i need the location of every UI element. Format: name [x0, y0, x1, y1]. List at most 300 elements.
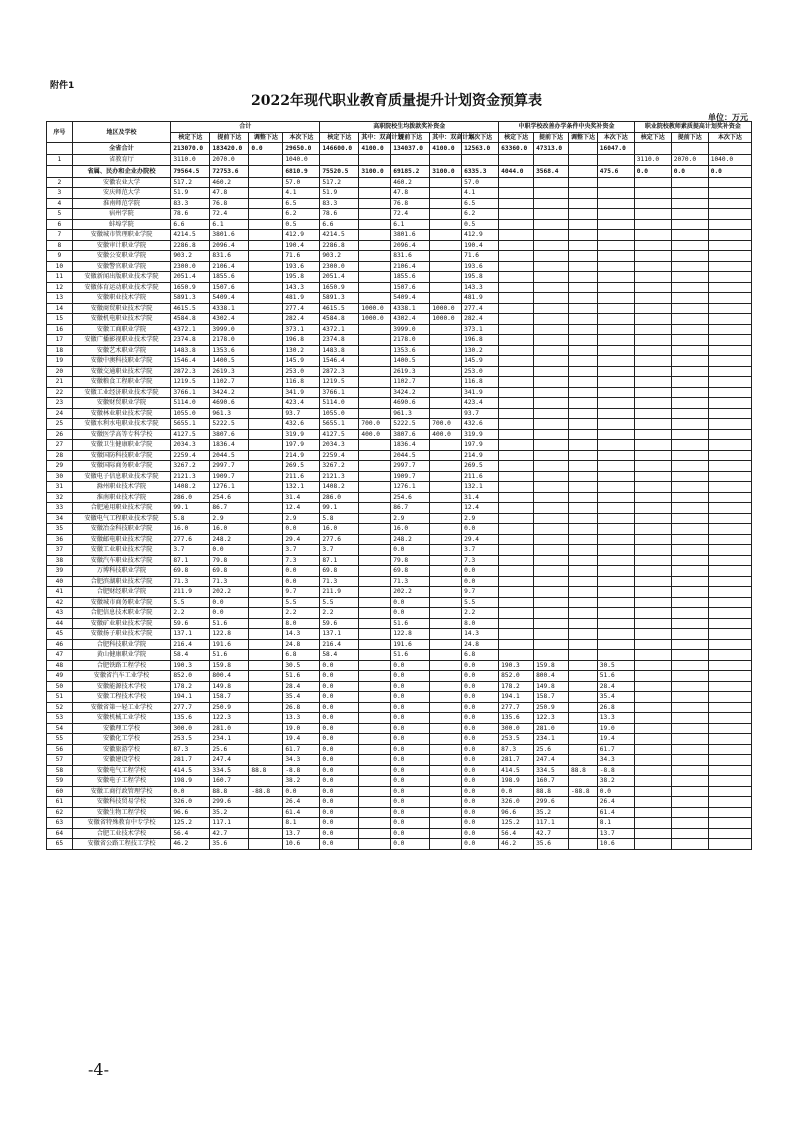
- value-cell: [430, 282, 462, 293]
- value-cell: [671, 419, 708, 430]
- value-cell: 31.4: [283, 492, 320, 503]
- value-cell: 0.0: [671, 165, 708, 177]
- value-cell: [634, 587, 671, 598]
- table-row: [47, 681, 752, 692]
- value-cell: [634, 545, 671, 556]
- value-cell: [569, 524, 598, 535]
- value-cell: [569, 272, 598, 283]
- value-cell: [671, 597, 708, 608]
- row-school-name: 万博科技职业学院: [72, 566, 171, 577]
- value-cell: [597, 324, 634, 335]
- value-cell: [671, 143, 708, 155]
- row-index: 31: [47, 482, 73, 493]
- value-cell: 852.0: [171, 671, 210, 682]
- value-cell: [359, 545, 391, 556]
- value-cell: 193.6: [283, 261, 320, 272]
- value-cell: 197.9: [283, 440, 320, 451]
- value-cell: 190.3: [499, 660, 534, 671]
- value-cell: [671, 797, 708, 808]
- value-cell: [634, 143, 671, 155]
- value-cell: 326.0: [499, 797, 534, 808]
- value-cell: 2044.5: [391, 450, 430, 461]
- table-row: [47, 261, 752, 272]
- value-cell: 0.0: [462, 713, 499, 724]
- value-cell: 341.9: [462, 387, 499, 398]
- value-cell: [534, 576, 569, 587]
- value-cell: 0.0: [462, 765, 499, 776]
- value-cell: 122.8: [391, 629, 430, 640]
- value-cell: 0.0: [391, 797, 430, 808]
- table-row: [47, 408, 752, 419]
- value-cell: 61.7: [597, 744, 634, 755]
- value-cell: 2259.4: [320, 450, 359, 461]
- table-row: [47, 618, 752, 629]
- value-cell: [634, 650, 671, 661]
- value-cell: 5.8: [320, 513, 359, 524]
- value-cell: [499, 345, 534, 356]
- value-cell: 2178.0: [391, 335, 430, 346]
- value-cell: [359, 839, 391, 850]
- value-cell: [671, 503, 708, 514]
- value-cell: [634, 702, 671, 713]
- value-cell: [569, 198, 598, 209]
- value-cell: [708, 671, 751, 682]
- value-cell: 143.3: [283, 282, 320, 293]
- row-school-name: 安徽审计职业学院: [72, 240, 171, 251]
- table-row: [47, 155, 752, 166]
- value-cell: [708, 765, 751, 776]
- value-cell: 299.6: [210, 797, 249, 808]
- value-cell: [359, 723, 391, 734]
- value-cell: [359, 177, 391, 188]
- value-cell: 0.0: [391, 681, 430, 692]
- value-cell: 59.6: [320, 618, 359, 629]
- table-row: [47, 230, 752, 241]
- value-cell: 117.1: [534, 818, 569, 829]
- value-cell: [569, 566, 598, 577]
- value-cell: 2106.4: [210, 261, 249, 272]
- value-cell: 234.1: [534, 734, 569, 745]
- value-cell: [499, 576, 534, 587]
- value-cell: 59.6: [171, 618, 210, 629]
- value-cell: [634, 408, 671, 419]
- table-row: [47, 282, 752, 293]
- value-cell: 319.9: [283, 429, 320, 440]
- value-cell: 0.0: [499, 786, 534, 797]
- value-cell: 0.0: [462, 660, 499, 671]
- value-cell: 2051.4: [320, 272, 359, 283]
- table-row: [47, 219, 752, 230]
- value-cell: [708, 303, 751, 314]
- value-cell: [569, 618, 598, 629]
- row-school-name: 安庆师范大学: [72, 188, 171, 199]
- row-school-name: 安徽省第一轻工业学校: [72, 702, 171, 713]
- value-cell: 4338.1: [210, 303, 249, 314]
- value-cell: [597, 356, 634, 367]
- value-cell: [597, 366, 634, 377]
- value-cell: [249, 744, 283, 755]
- value-cell: 2997.7: [210, 461, 249, 472]
- value-cell: [534, 429, 569, 440]
- row-school-name: 滁州职业技术学院: [72, 482, 171, 493]
- row-school-name: 省属、民办和企业办院校: [72, 165, 171, 177]
- value-cell: 0.0: [391, 608, 430, 619]
- value-cell: 1353.6: [210, 345, 249, 356]
- value-cell: [597, 534, 634, 545]
- value-cell: 0.0: [462, 702, 499, 713]
- value-cell: [359, 219, 391, 230]
- value-cell: 14.3: [462, 629, 499, 640]
- value-cell: [430, 744, 462, 755]
- value-cell: 4214.5: [320, 230, 359, 241]
- value-cell: [569, 660, 598, 671]
- row-school-name: 淮南师范学院: [72, 198, 171, 209]
- value-cell: [249, 219, 283, 230]
- table-row: [47, 165, 752, 177]
- value-cell: [359, 398, 391, 409]
- value-cell: 19.0: [597, 723, 634, 734]
- value-cell: 132.1: [283, 482, 320, 493]
- column-header: 核定下达: [634, 132, 671, 143]
- value-cell: [671, 482, 708, 493]
- value-cell: 30.5: [597, 660, 634, 671]
- value-cell: [430, 587, 462, 598]
- value-cell: [671, 576, 708, 587]
- value-cell: 26.8: [283, 702, 320, 713]
- value-cell: 0.0: [462, 734, 499, 745]
- value-cell: [708, 786, 751, 797]
- row-index: 35: [47, 524, 73, 535]
- value-cell: [359, 744, 391, 755]
- value-cell: [430, 387, 462, 398]
- value-cell: 35.2: [534, 807, 569, 818]
- table-row: [47, 534, 752, 545]
- value-cell: [708, 356, 751, 367]
- value-cell: [359, 566, 391, 577]
- value-cell: 3801.6: [391, 230, 430, 241]
- value-cell: 2.2: [171, 608, 210, 619]
- table-row: [47, 597, 752, 608]
- row-school-name: 全省合计: [72, 143, 171, 155]
- row-school-name: 安徽能源技术学校: [72, 681, 171, 692]
- value-cell: [249, 240, 283, 251]
- value-cell: 35.4: [283, 692, 320, 703]
- value-cell: [249, 450, 283, 461]
- value-cell: 5.5: [283, 597, 320, 608]
- value-cell: 149.8: [534, 681, 569, 692]
- value-cell: [634, 786, 671, 797]
- table-row: [47, 335, 752, 346]
- value-cell: 6.6: [320, 219, 359, 230]
- value-cell: 87.1: [171, 555, 210, 566]
- value-cell: 6.6: [171, 219, 210, 230]
- value-cell: 5.5: [171, 597, 210, 608]
- value-cell: 6.1: [210, 219, 249, 230]
- row-index: 65: [47, 839, 73, 850]
- value-cell: [359, 230, 391, 241]
- value-cell: 125.2: [499, 818, 534, 829]
- value-cell: 24.8: [462, 639, 499, 650]
- value-cell: 130.2: [462, 345, 499, 356]
- value-cell: 5114.0: [320, 398, 359, 409]
- value-cell: 0.0: [462, 797, 499, 808]
- column-header: 本次下达: [708, 132, 751, 143]
- row-index: 20: [47, 366, 73, 377]
- value-cell: [430, 482, 462, 493]
- value-cell: [249, 692, 283, 703]
- table-row: [47, 702, 752, 713]
- value-cell: 56.4: [171, 828, 210, 839]
- value-cell: 4584.8: [320, 314, 359, 325]
- header-group-total: 合计: [171, 122, 320, 133]
- value-cell: [569, 303, 598, 314]
- row-index: 41: [47, 587, 73, 598]
- value-cell: [249, 828, 283, 839]
- value-cell: 69.8: [391, 566, 430, 577]
- value-cell: [249, 335, 283, 346]
- value-cell: [597, 387, 634, 398]
- value-cell: 373.1: [283, 324, 320, 335]
- row-index: 45: [47, 629, 73, 640]
- value-cell: 9.7: [283, 587, 320, 598]
- value-cell: [430, 398, 462, 409]
- value-cell: [597, 377, 634, 388]
- value-cell: [249, 566, 283, 577]
- value-cell: [499, 450, 534, 461]
- value-cell: 0.0: [283, 576, 320, 587]
- row-school-name: 安徽科技贸易学校: [72, 797, 171, 808]
- row-school-name: 安徽广播影视职业技术学院: [72, 335, 171, 346]
- value-cell: [569, 629, 598, 640]
- value-cell: [671, 272, 708, 283]
- value-cell: [534, 282, 569, 293]
- row-index: 37: [47, 545, 73, 556]
- value-cell: [708, 345, 751, 356]
- value-cell: [634, 797, 671, 808]
- value-cell: 0.0: [462, 744, 499, 755]
- value-cell: [708, 440, 751, 451]
- value-cell: [634, 513, 671, 524]
- value-cell: [634, 398, 671, 409]
- value-cell: 79564.5: [171, 165, 210, 177]
- value-cell: [708, 555, 751, 566]
- value-cell: [569, 345, 598, 356]
- value-cell: [708, 702, 751, 713]
- row-index: [47, 143, 73, 155]
- value-cell: [634, 723, 671, 734]
- row-school-name: 安徽林业职业技术学院: [72, 408, 171, 419]
- value-cell: 79.8: [391, 555, 430, 566]
- value-cell: [597, 261, 634, 272]
- value-cell: 28.4: [597, 681, 634, 692]
- value-cell: 5.5: [462, 597, 499, 608]
- row-index: 30: [47, 471, 73, 482]
- value-cell: 195.8: [462, 272, 499, 283]
- value-cell: [569, 744, 598, 755]
- value-cell: 211.6: [462, 471, 499, 482]
- value-cell: -88.8: [569, 786, 598, 797]
- value-cell: 0.0: [391, 692, 430, 703]
- value-cell: [569, 755, 598, 766]
- value-cell: [569, 209, 598, 220]
- value-cell: [671, 734, 708, 745]
- value-cell: 51.6: [210, 618, 249, 629]
- row-index: 29: [47, 461, 73, 472]
- value-cell: [499, 408, 534, 419]
- value-cell: 88.8: [569, 765, 598, 776]
- value-cell: 31.4: [462, 492, 499, 503]
- value-cell: 216.4: [171, 639, 210, 650]
- value-cell: 0.0: [462, 576, 499, 587]
- value-cell: [708, 713, 751, 724]
- value-cell: [634, 608, 671, 619]
- value-cell: 3100.0: [359, 165, 391, 177]
- value-cell: 87.1: [320, 555, 359, 566]
- table-row: [47, 818, 752, 829]
- value-cell: [569, 155, 598, 166]
- value-cell: [249, 251, 283, 262]
- value-cell: [359, 587, 391, 598]
- row-school-name: 黄山健康职业学院: [72, 650, 171, 661]
- value-cell: [430, 828, 462, 839]
- row-index: 11: [47, 272, 73, 283]
- row-school-name: 安徽机电职业技术学院: [72, 314, 171, 325]
- value-cell: [534, 324, 569, 335]
- value-cell: [671, 723, 708, 734]
- value-cell: [671, 230, 708, 241]
- value-cell: [499, 387, 534, 398]
- table-row: [47, 828, 752, 839]
- value-cell: [534, 629, 569, 640]
- value-cell: [430, 408, 462, 419]
- value-cell: 2044.5: [210, 450, 249, 461]
- row-index: 7: [47, 230, 73, 241]
- value-cell: [499, 534, 534, 545]
- value-cell: 35.2: [210, 807, 249, 818]
- value-cell: [634, 261, 671, 272]
- value-cell: [249, 524, 283, 535]
- value-cell: 4615.5: [171, 303, 210, 314]
- value-cell: 0.0: [391, 723, 430, 734]
- row-index: 57: [47, 755, 73, 766]
- row-school-name: 安徽公安职业学院: [72, 251, 171, 262]
- value-cell: [569, 576, 598, 587]
- row-index: 16: [47, 324, 73, 335]
- value-cell: 412.9: [283, 230, 320, 241]
- value-cell: [708, 492, 751, 503]
- value-cell: [359, 765, 391, 776]
- value-cell: 1650.9: [171, 282, 210, 293]
- value-cell: 3999.0: [210, 324, 249, 335]
- value-cell: 51.6: [391, 650, 430, 661]
- value-cell: 72.4: [391, 209, 430, 220]
- value-cell: [569, 734, 598, 745]
- value-cell: 1483.8: [320, 345, 359, 356]
- row-index: 27: [47, 440, 73, 451]
- value-cell: 137.1: [171, 629, 210, 640]
- value-cell: [430, 230, 462, 241]
- row-school-name: 安徽农业大学: [72, 177, 171, 188]
- value-cell: [499, 240, 534, 251]
- value-cell: [569, 513, 598, 524]
- value-cell: 1546.4: [320, 356, 359, 367]
- row-index: 9: [47, 251, 73, 262]
- value-cell: 213070.0: [171, 143, 210, 155]
- table-row: [47, 429, 752, 440]
- value-cell: 42.7: [534, 828, 569, 839]
- value-cell: [249, 755, 283, 766]
- value-cell: 83.3: [171, 198, 210, 209]
- value-cell: 326.0: [171, 797, 210, 808]
- value-cell: [708, 387, 751, 398]
- value-cell: [430, 345, 462, 356]
- value-cell: 3110.0: [634, 155, 671, 166]
- row-school-name: 省教育厅: [72, 155, 171, 166]
- value-cell: [708, 650, 751, 661]
- value-cell: 0.0: [391, 734, 430, 745]
- value-cell: [499, 155, 534, 166]
- row-school-name: 安徽矿业职业技术学院: [72, 618, 171, 629]
- value-cell: [249, 387, 283, 398]
- value-cell: [671, 261, 708, 272]
- value-cell: 28.4: [283, 681, 320, 692]
- value-cell: [634, 618, 671, 629]
- value-cell: 0.0: [320, 702, 359, 713]
- table-row: [47, 366, 752, 377]
- row-school-name: 安徽化工学校: [72, 734, 171, 745]
- value-cell: [671, 618, 708, 629]
- table-row: [47, 839, 752, 850]
- value-cell: [634, 198, 671, 209]
- value-cell: [359, 272, 391, 283]
- value-cell: [708, 755, 751, 766]
- value-cell: 800.4: [210, 671, 249, 682]
- value-cell: 961.3: [391, 408, 430, 419]
- row-index: 62: [47, 807, 73, 818]
- value-cell: 88.8: [249, 765, 283, 776]
- value-cell: 0.0: [391, 713, 430, 724]
- value-cell: [430, 639, 462, 650]
- value-cell: 76.8: [391, 198, 430, 209]
- value-cell: [634, 450, 671, 461]
- value-cell: [671, 345, 708, 356]
- value-cell: 2070.0: [210, 155, 249, 166]
- value-cell: 38.2: [597, 776, 634, 787]
- value-cell: [430, 450, 462, 461]
- value-cell: 277.7: [499, 702, 534, 713]
- header-group-higher-vocational: 高职院校生均拨款奖补资金: [320, 122, 499, 133]
- value-cell: [499, 629, 534, 640]
- value-cell: [534, 345, 569, 356]
- value-cell: [597, 503, 634, 514]
- value-cell: [359, 650, 391, 661]
- value-cell: 3100.0: [430, 165, 462, 177]
- value-cell: [249, 303, 283, 314]
- value-cell: [708, 419, 751, 430]
- row-index: [47, 165, 73, 177]
- value-cell: [671, 692, 708, 703]
- row-school-name: 安徽生物工程学校: [72, 807, 171, 818]
- value-cell: [708, 734, 751, 745]
- value-cell: 299.6: [534, 797, 569, 808]
- value-cell: [569, 293, 598, 304]
- value-cell: 0.0: [283, 524, 320, 535]
- table-row: [47, 786, 752, 797]
- value-cell: [534, 188, 569, 199]
- table-row: [47, 387, 752, 398]
- table-row: [47, 723, 752, 734]
- value-cell: [634, 671, 671, 682]
